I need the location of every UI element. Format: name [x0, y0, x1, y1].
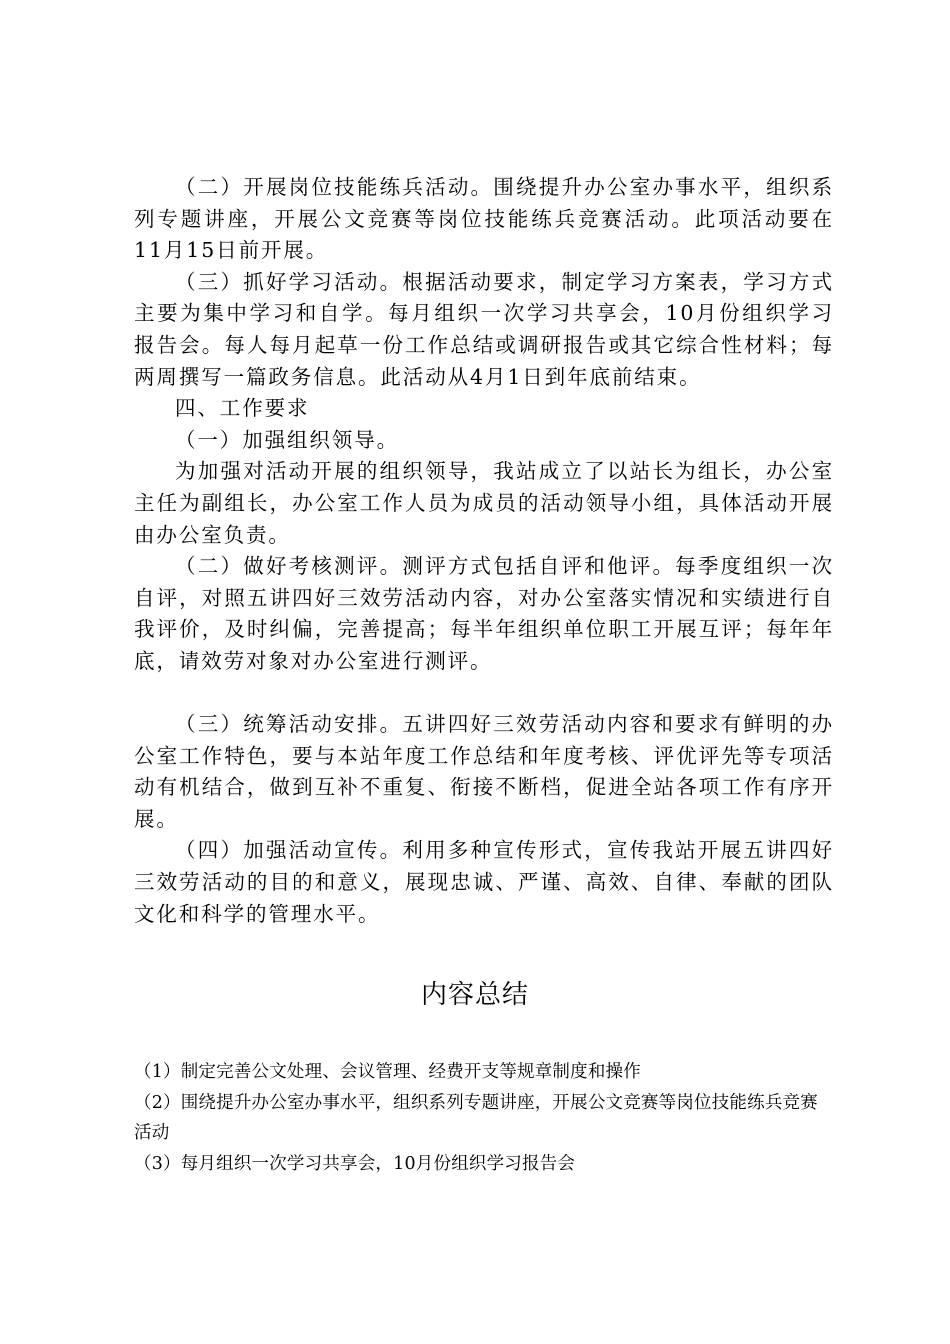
summary-item: （3）每月组织一次学习共享会，10月份组织学习报告会: [134, 1153, 576, 1174]
summary-list: [134, 1057, 834, 1179]
summary-item: （2）围绕提升办公室办事水平，组织系列专题讲座，开展公文竞赛等岗位技能练兵竞赛活动: [134, 1092, 818, 1143]
paragraph-study-activities: （三）抓好学习活动。根据活动要求，制定学习方案表，学习方式主要为集中学习和自学。每月组织一次学习共享会，10月份组织学习报告会。每人每月起草一份工作总结或调研报告或其它综合性材料；每两周撰写一篇政务信息。此活动从4月1日到年底前结束。: [134, 269, 834, 389]
paragraph-skills-training: （二）开展岗位技能练兵活动。围绕提升办公室办事水平，组织系列专题讲座，开展公文竞赛等岗位技能练兵竞赛活动。此项活动要在11月15日前开展。: [134, 175, 834, 263]
paragraph-assessment: （二）做好考核测评。测评方式包括自评和他评。每季度组织一次自评，对照五讲四好三效劳活动内容，对办公室落实情况和实绩进行自我评价，及时纠偏，完善提高；每半年组织单位职工开展互评；每年年底，请效劳对象对办公室进行测评。: [134, 554, 834, 673]
paragraph-leadership-group: 为加强对活动开展的组织领导，我站成立了以站长为组长，办公室主任为副组长，办公室工作人员为成员的活动领导小组，具体活动开展由办公室负责。: [134, 459, 834, 547]
summary-item: （1）制定完善公文处理、会议管理、经费开支等规章制度和操作: [134, 1062, 641, 1082]
summary-title: 内容总结: [420, 980, 529, 1010]
section-heading-work-requirements: 四、工作要求: [175, 396, 310, 421]
subheading-organization-leadership: （一）加强组织领导。: [175, 427, 399, 452]
document-body: [134, 172, 834, 930]
paragraph-coordination: （三）统筹活动安排。五讲四好三效劳活动内容和要求有鲜明的办公室工作特色，要与本站年度工作总结和年度考核、评优评先等专项活动有机结合，做到互补不重复、衔接不断档，促进全站各项工作有序开展。: [134, 712, 834, 831]
paragraph-publicity: （四）加强活动宣传。利用多种宣传形式，宣传我站开展五讲四好三效劳活动的目的和意义，展现忠诚、严谨、高效、自律、奉献的团队文化和科学的管理水平。: [134, 838, 834, 926]
